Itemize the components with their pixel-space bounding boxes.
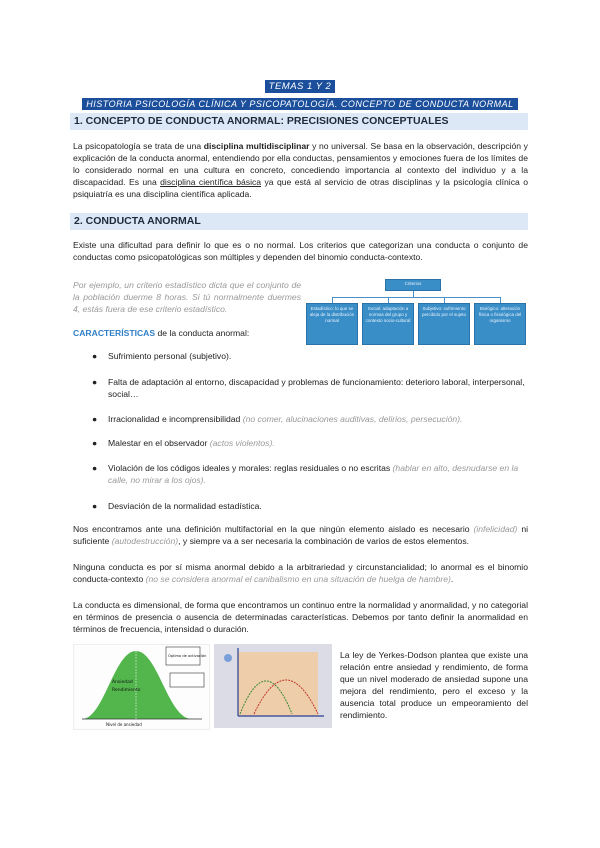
fig1-label-anxiety: Ansiedad <box>112 680 133 685</box>
bullet-text: Sufrimiento personal (subjetivo). <box>108 351 232 361</box>
p2-text: . <box>450 574 454 584</box>
statistical-example: Por ejemplo, un criterio estadístico dicta que el conjunto de la población duerme 8 horas. Si tú normalmente duermes 4, estás fuera de ese criterio estadístico. <box>73 280 301 314</box>
s1-text-underlined: disciplina científica básica <box>160 177 262 187</box>
section-2-intro: Existe una dificultad para definir lo que es o no normal. Los criterios que categorizan una conducta o conjunto de conductas como psicopatológicas son múltiples y dependen del binomio conducta-contexto. <box>73 240 528 262</box>
bullet-dot-icon: ● <box>92 463 98 473</box>
bullet-note: (hablar en alto, desnudarse en la calle, no mirar a los ojos). <box>108 463 519 485</box>
fig1-label-performance: Rendimiento <box>112 688 141 693</box>
diagram-root: Criterios <box>385 279 441 291</box>
bell-curve-figure <box>73 644 210 730</box>
section-1-paragraph <box>73 140 528 200</box>
p1-note: (infelicidad) <box>473 524 518 534</box>
section-2-heading: 2. CONDUCTA ANORMAL <box>70 213 528 230</box>
bullet-text: Malestar en el observador <box>108 438 210 448</box>
title-line-2: HISTORIA PSICOLOGÍA CLÍNICA Y PSICOPATOLOGÍA. CONCEPTO DE CONDUCTA NORMAL <box>82 98 517 110</box>
bullet-dot-icon: ● <box>92 351 98 361</box>
characteristics-label <box>73 327 301 339</box>
dimensional-paragraph: La conducta es dimensional, de forma que encontramos un continuo entre la normalidad y anormalidad, y no categorial en términos de presencia o ausencia de determinadas características. Debemos por tanto definir la anormalidad en términos de frecuencia, intensidad o duración. <box>73 600 528 634</box>
p1-text: , y siempre va a ser necesaria la combinación de varios de estos elementos. <box>178 536 470 546</box>
s1-text-a: La psicopatología se trata de una <box>73 141 204 151</box>
bullet-text: Falta de adaptación al entorno, discapacidad y problemas de funcionamiento: deterioro laboral, interpersonal, social… <box>108 377 525 399</box>
section-1-heading: 1. CONCEPTO DE CONDUCTA ANORMAL: PRECISIONES CONCEPTUALES <box>70 113 528 130</box>
bullet-text: Desviación de la normalidad estadística. <box>108 501 262 511</box>
diagram-child-1: Estadístico: lo que se aleja de la distribución normal <box>306 303 358 345</box>
title-line-1: TEMAS 1 Y 2 <box>265 80 336 93</box>
yerkes-dodson-text: La ley de Yerkes-Dodson plantea que existe una relación entre ansiedad y rendimiento, de forma que un nivel moderado de ansiedad supone una mejora del rendimiento, pero el exceso y la ausencia total produce un empeoramiento del rendimiento. <box>340 650 528 720</box>
legend-dot-icon <box>224 654 232 662</box>
p2-note: (no se considera anormal el canibalismo en una situación de huelga de hambre) <box>145 574 451 584</box>
document-title <box>80 76 520 112</box>
bullet-note: (no comer, alucinaciones auditivas, delirios, persecución). <box>242 414 463 424</box>
context-paragraph <box>73 561 528 585</box>
s1-text-bold: disciplina multidisciplinar <box>203 141 310 151</box>
fig1-label-axis: Nivel de ansiedad <box>106 722 142 727</box>
list-item <box>92 500 528 512</box>
diagram-child-2: Social: adaptación a normas del grupo y contexto socio-cultural <box>362 303 414 345</box>
p1-note: (autodestrucción) <box>111 536 179 546</box>
diagram-child-3: Subjetivo: sufrimiento percibido por el sujeto <box>418 303 470 345</box>
multifactorial-paragraph <box>73 523 528 547</box>
list-item <box>92 413 528 425</box>
plot-area <box>238 652 318 716</box>
s1-text-e: ya que está al servicio de otras disciplinas y la psicología clínica o psiquiatría es una disciplina científica aplicada. <box>73 177 528 199</box>
list-item <box>92 437 528 449</box>
bell-curve-svg <box>74 645 209 729</box>
bullet-text: Irracionalidad e incomprensibilidad <box>108 414 243 424</box>
p1-text: Nos encontramos ante una definición multifactorial en la que ningún elemento aislado es necesario <box>73 524 474 534</box>
bullet-text: Violación de los códigos ideales y morales: reglas residuales o no escritas <box>108 463 393 473</box>
label-box <box>170 673 204 687</box>
bullet-note: (actos violentos). <box>209 438 275 448</box>
p1-text: ni suficiente <box>73 524 529 546</box>
list-item <box>92 376 528 400</box>
p2-text: Ninguna conducta es por sí misma anormal debido a la arbitrariedad y circunstancialidad; lo anormal es el binomio conducta-contexto <box>73 562 528 584</box>
characteristics-suffix: de la conducta anormal: <box>155 328 250 338</box>
characteristics-keyword: CARACTERÍSTICAS <box>73 328 156 338</box>
bullet-dot-icon: ● <box>92 501 98 511</box>
bullet-dot-icon: ● <box>92 377 98 387</box>
bullet-dot-icon: ● <box>92 438 98 448</box>
diagram-connector <box>332 297 500 298</box>
diagram-child-4: Biológico: alteración física o fisiológica del organismo <box>474 303 526 345</box>
fig1-label-optimum: Óptimo de activación <box>168 654 207 658</box>
yerkes-dodson-svg <box>214 644 332 728</box>
criteria-diagram <box>306 279 528 359</box>
list-item <box>92 462 528 486</box>
bullet-dot-icon: ● <box>92 414 98 424</box>
s1-text-c: y no universal. Se basa en la observación, descripción y explicación de la conducta anormal, entendiendo por ella conductas, pensamientos y emociones fuera de los límites de lo considerado normal en una cultura en concreto, concediendo importancia al contexto del individuo y a la discapacidad. Es una <box>73 141 528 187</box>
list-item <box>92 350 528 362</box>
yerkes-dodson-figure <box>214 644 332 728</box>
